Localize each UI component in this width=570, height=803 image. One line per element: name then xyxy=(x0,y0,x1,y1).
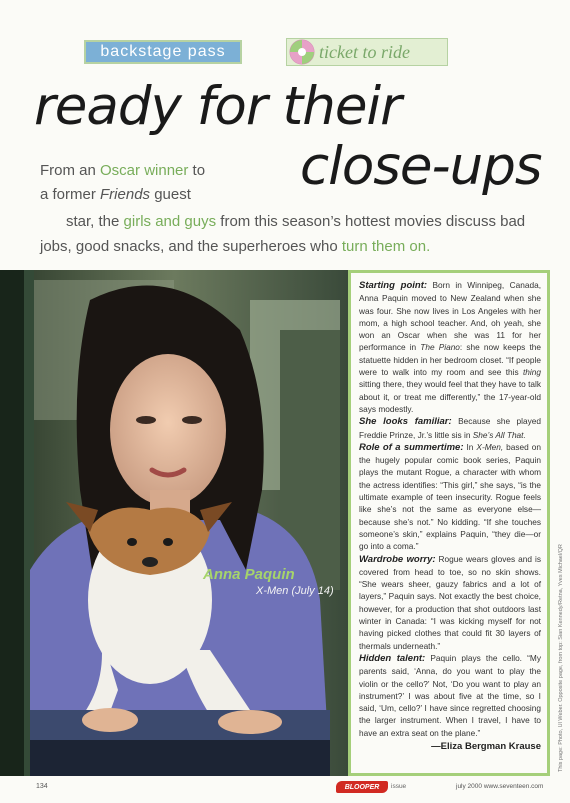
paragraph-starting-point: Starting point: Born in Winnipeg, Canada, Anna Paquin moved to New Zealand when she was four. She now lives in Los Angeles with her mom, a high school teacher. And, oh yeah, she won an Oscar when she was 11 for her performance in The Piano: she now keeps the statuette hidden in her bedroom closet. “If people were to walk into my room and see this thing sitting there, they would feel that they have to talk about it, or treat me differently,” the 17-year-old says modestly. xyxy=(359,280,541,414)
photo-caption-name: Anna Paquin xyxy=(203,566,295,583)
deck-line-1: From an Oscar winner to xyxy=(40,162,206,179)
profile-sidebar xyxy=(348,270,550,776)
ticket-to-ride-label: ticket to ride xyxy=(319,41,410,62)
deck-line-2: a former Friends guest xyxy=(40,186,191,203)
portrait-photo-illustration xyxy=(0,270,348,776)
footer-issue: issue xyxy=(391,783,407,790)
deck-line-4: jobs, good snacks, and the superheroes who turn them on. xyxy=(40,238,431,255)
page-number: 134 xyxy=(36,783,48,790)
deck-line-3: star, the girls and guys from this season’s hottest movies discuss bad xyxy=(66,213,526,230)
section-tab-ticket-to-ride xyxy=(286,38,448,66)
blooper-logo: BLOOPER xyxy=(336,781,388,793)
swirl-logo-icon xyxy=(289,39,315,65)
paragraph-wardrobe: Wardrobe worry: Rogue wears gloves and is covered from head to toe, so no skin shows. “She wears sheer, gauzy fabrics and a lot of layers,” Paquin says. Not exactly the best choice, however, for a production that shot outdoors last winter in Canada: “I was kicking myself for not having picked clothes that could fit 30 layers of thermals underneath.” xyxy=(359,553,541,651)
photo-caption-film: X-Men (July 14) xyxy=(256,585,334,597)
paragraph-role: Role of a summertime: In X-Men, based on the hugely popular comic book series, Paquin plays the mutant Rogue, a character with whom the actress identifies: “This girl,” she says, “is the ultimate example of teen insecurity. Rogue feels like she’s not the same as everyone else—because she’s not.” No kidding. “If she touches someone’s skin,” explains Paquin, “they die—or go into a coma.” xyxy=(359,441,542,552)
footer-date-site: july 2000 www.seventeen.com xyxy=(456,783,544,790)
profile-text xyxy=(351,273,547,773)
photo-anna-paquin xyxy=(0,270,348,776)
photo-credit: This page: Photo, Ul Weber. Opposite page, from top: Sian Kennedy/Retna, Yves Michael/QR xyxy=(558,544,564,772)
headline-line-2: close-ups xyxy=(300,136,542,197)
author-signature: —Eliza Bergman Krause xyxy=(431,740,541,752)
section-tab-backstage-pass: backstage pass xyxy=(84,40,242,64)
paragraph-looks-familiar: She looks familiar: Because she played Freddie Prinze, Jr.’s little sis in She’s All That. xyxy=(359,416,541,440)
headline-line-1: ready for their xyxy=(34,76,401,137)
paragraph-hidden-talent: Hidden talent: Paquin plays the cello. “My parents said, ‘Anna, do you want to play the violin or the cello?’ Not, ‘Do you want to play an instrument?’ I was about five at the time, so I said, ‘Um, cello?’ I have since regretted choosing the larger instrument. When I travel, I have to have an extra seat on the plane.” xyxy=(359,652,541,738)
